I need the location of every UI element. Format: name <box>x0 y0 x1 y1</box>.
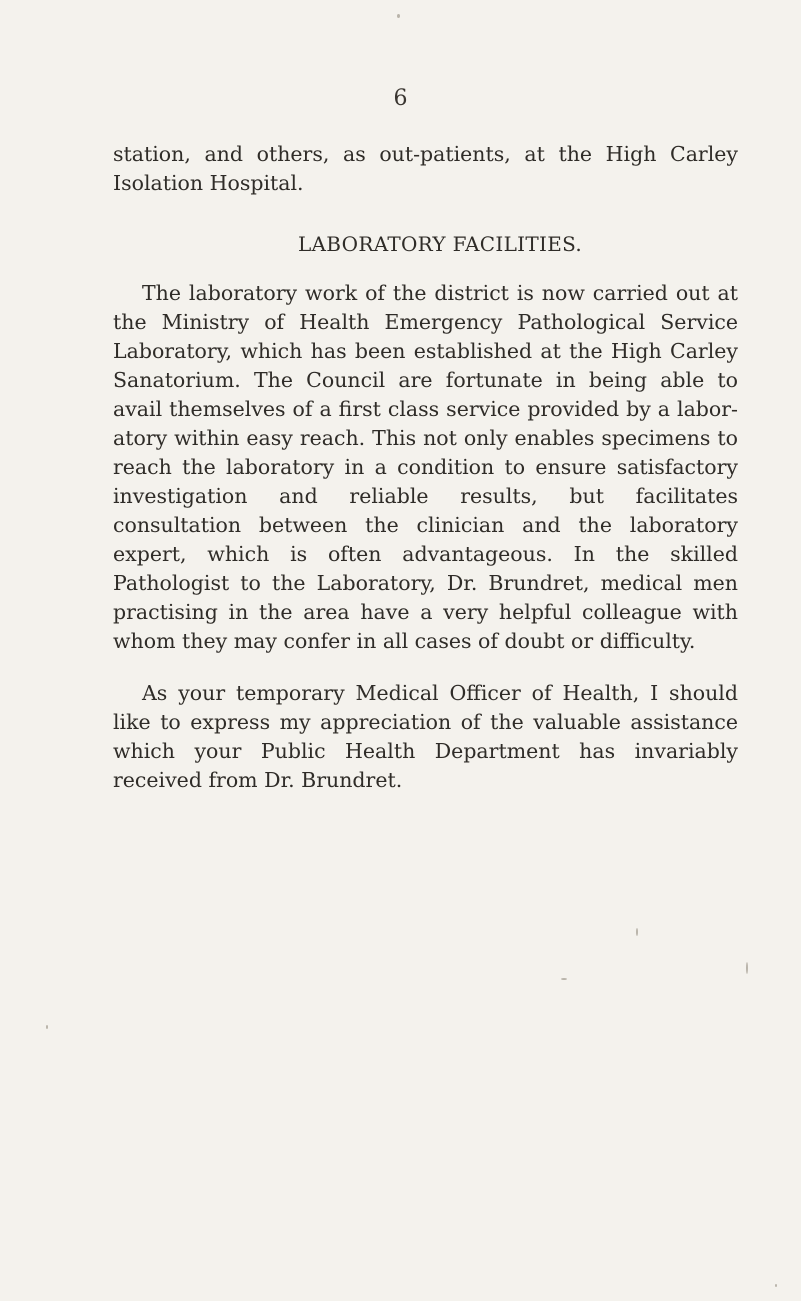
body-text <box>113 140 738 795</box>
paper-speck <box>46 1025 48 1029</box>
laboratory-paragraph: The laboratory work of the district is now carried out at the Ministry of Health Emergency Pathological Service Laboratory, which has been established at the High Carley Sanatorium. The Council are fortunate in being able to avail themselves of a first class service provided by a labor- atory within easy reach. This not only enables specimens to reach the laboratory in a condition to ensure satisfactory investigation and reliable results, but facilitates consultation between the clinician and the laboratory expert, which is often advantageous. In the skilled Pathologist to the Laboratory, Dr. Brundret, medical men practising in the area have a very helpful colleague with whom they may confer in all cases of doubt or difficulty. <box>113 281 738 653</box>
paper-speck <box>636 928 638 936</box>
paragraph-gap <box>113 656 738 679</box>
paper-speck <box>775 1284 777 1287</box>
opening-paragraph: station, and others, as out-patients, at the High Carley Isolation Hospital. <box>113 142 738 195</box>
paper-speck <box>561 978 567 980</box>
paper-speck <box>746 962 748 974</box>
paper-speck <box>397 14 400 18</box>
appreciation-paragraph: As your temporary Medical Officer of Health, I should like to express my appreciation of the valuable assistance which your Public Health Department has invariably received from Dr. Brundret. <box>113 681 738 792</box>
page-number: 6 <box>393 86 408 111</box>
section-heading: LABORATORY FACILITIES. <box>297 232 583 256</box>
